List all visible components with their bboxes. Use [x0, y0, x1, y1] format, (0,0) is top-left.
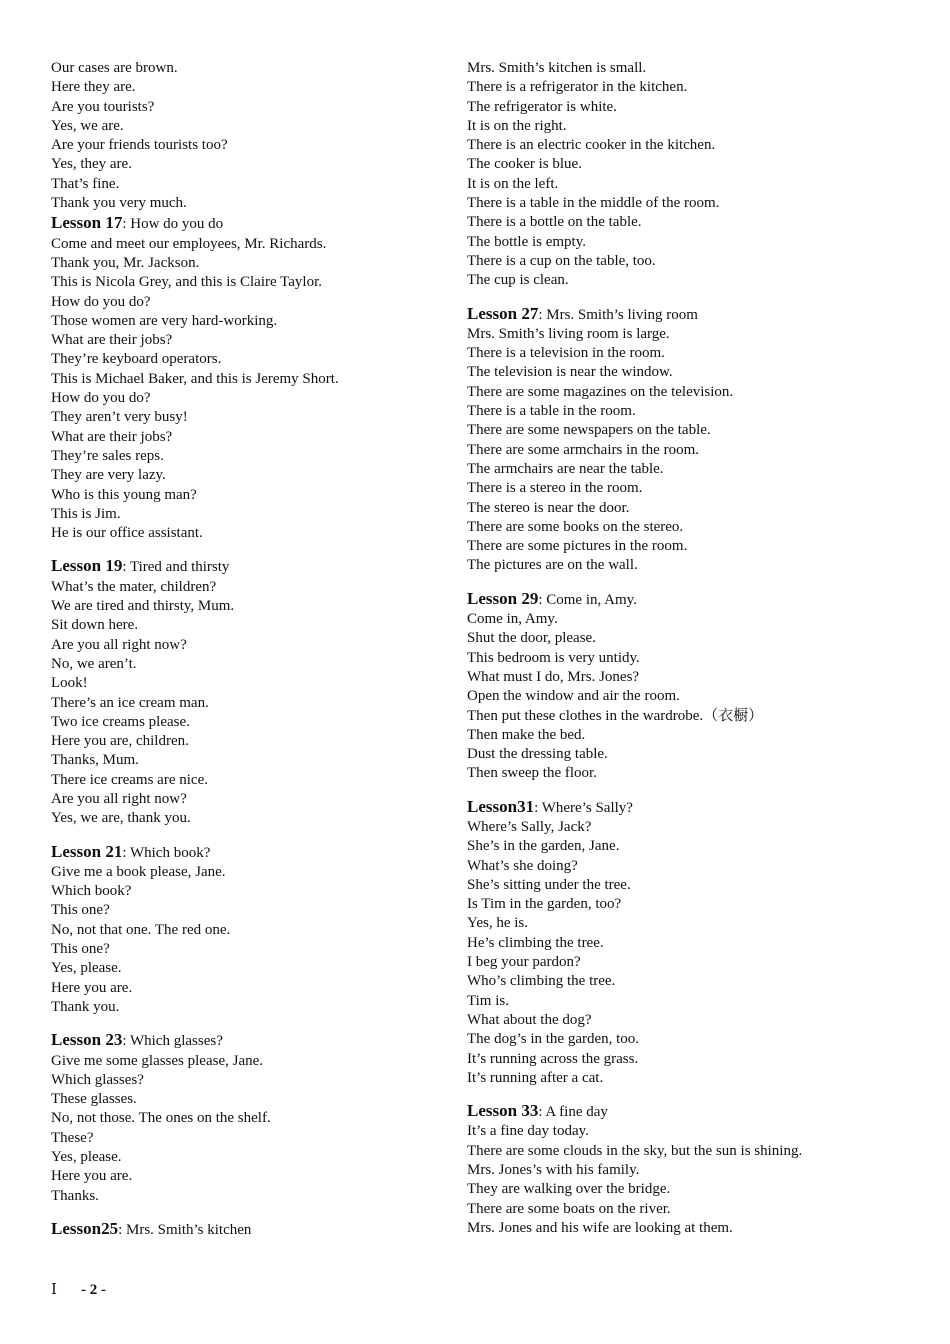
- dialogue-line: These glasses.: [51, 1091, 137, 1108]
- dialogue-line: No, not those. The ones on the shelf.: [51, 1110, 271, 1127]
- lesson-number: Lesson 23: [51, 1030, 123, 1050]
- dialogue-line: Mrs. Jones and his wife are looking at them.: [467, 1219, 733, 1236]
- lesson-heading: [51, 213, 451, 234]
- dialogue-line: Who’s climbing the tree.: [467, 973, 616, 990]
- dialogue-line: The dog’s in the garden, too.: [467, 1031, 640, 1048]
- dialogue-line: Thanks, Mum.: [51, 752, 139, 769]
- dialogue-line: Thank you very much.: [51, 195, 187, 212]
- dialogue-line: It’s running after a cat.: [467, 1069, 604, 1086]
- dialogue-line: This one?: [51, 902, 110, 919]
- dialogue-line: He is our office assistant.: [51, 525, 203, 542]
- lesson-heading: [51, 842, 451, 863]
- dialogue-line: They are walking over the bridge.: [467, 1181, 671, 1198]
- dialogue-line: There are some books on the stereo.: [467, 518, 684, 535]
- dialogue-line: Is Tim in the garden, too?: [467, 896, 622, 913]
- dialogue-line: What’s she doing?: [467, 857, 578, 874]
- lesson-number: Lesson 21: [51, 841, 123, 861]
- dialogue-line: Here you are.: [51, 1168, 133, 1185]
- lesson-number: Lesson 27: [467, 303, 539, 323]
- dialogue-line: These?: [51, 1129, 94, 1146]
- left-column: [51, 59, 451, 1240]
- dialogue-line: Who is this young man?: [51, 486, 197, 503]
- lesson-heading: [467, 304, 907, 325]
- dialogue-line: There are some newspapers on the table.: [467, 422, 711, 439]
- dialogue-line: This is Michael Baker, and this is Jeremy Short.: [51, 370, 339, 387]
- dialogue-line: Yes, please.: [51, 1149, 122, 1166]
- dialogue-line: The bottle is empty.: [467, 233, 587, 250]
- dialogue-line: There are some armchairs in the room.: [467, 441, 699, 458]
- dialogue-line: What about the dog?: [467, 1011, 592, 1028]
- dialogue-line: The television is near the window.: [467, 364, 673, 381]
- dialogue-line: The refrigerator is white.: [467, 98, 617, 115]
- dialogue-line: Are you all right now?: [51, 636, 187, 653]
- dialogue-line: We are tired and thirsty, Mum.: [51, 598, 235, 615]
- right-column: [467, 59, 907, 1238]
- dialogue-line: There are some magazines on the television.: [467, 383, 734, 400]
- dialogue-line: Dust the dressing table.: [467, 746, 608, 763]
- dialogue-line: The stereo is near the door.: [467, 499, 630, 516]
- dialogue-line: The armchairs are near the table.: [467, 460, 664, 477]
- lesson-heading: [51, 556, 451, 577]
- dialogue-line: That’s fine.: [51, 175, 120, 192]
- dialogue-line: There is a stereo in the room.: [467, 480, 643, 497]
- dialogue-line: What’s the mater, children?: [51, 578, 217, 595]
- dialogue-line: There is a bottle on the table.: [467, 214, 642, 231]
- lesson-number: Lesson25: [51, 1218, 119, 1238]
- footer-mark: Ⅰ: [51, 1282, 57, 1298]
- dialogue-line: Are you tourists?: [51, 98, 155, 115]
- dialogue-line: Yes, they are.: [51, 156, 132, 173]
- dialogue-line: There is an electric cooker in the kitchen.: [467, 137, 716, 154]
- dialogue-line: They’re keyboard operators.: [51, 351, 222, 368]
- dialogue-line: Then put these clothes in the wardrobe.（衣橱）: [467, 707, 764, 724]
- dialogue-line: Here you are.: [51, 979, 133, 996]
- dialogue-line: Open the window and air the room.: [467, 688, 680, 705]
- dialogue-line: Mrs. Smith’s kitchen is small.: [467, 60, 647, 76]
- page-number: - 2 -: [81, 1282, 106, 1298]
- dialogue-line: There is a cup on the table, too.: [467, 252, 656, 269]
- dialogue-line: Where’s Sally, Jack?: [467, 818, 592, 835]
- dialogue-line: Here you are, children.: [51, 733, 189, 750]
- dialogue-line: Then make the bed.: [467, 726, 586, 743]
- dialogue-line: No, we aren’t.: [51, 655, 137, 672]
- dialogue-line: Two ice creams please.: [51, 713, 190, 730]
- dialogue-line: There is a table in the middle of the room.: [467, 195, 720, 212]
- dialogue-line: Yes, we are, thank you.: [51, 810, 191, 827]
- dialogue-line: There is a table in the room.: [467, 403, 636, 420]
- dialogue-line: Yes, we are.: [51, 117, 124, 134]
- dialogue-line: This is Jim.: [51, 505, 121, 522]
- lesson-heading: [467, 589, 907, 610]
- dialogue-line: There is a television in the room.: [467, 345, 665, 362]
- dialogue-line: Give me some glasses please, Jane.: [51, 1052, 264, 1069]
- dialogue-line: They are very lazy.: [51, 467, 166, 484]
- dialogue-line: She’s in the garden, Jane.: [467, 838, 620, 855]
- dialogue-line: It’s a fine day today.: [467, 1123, 589, 1140]
- dialogue-line: Here they are.: [51, 79, 136, 96]
- dialogue-line: It is on the right.: [467, 117, 567, 134]
- lesson-title: : How do you do: [122, 216, 224, 233]
- dialogue-line: I beg your pardon?: [467, 954, 581, 971]
- dialogue-line: It is on the left.: [467, 175, 559, 192]
- lesson-number: Lesson 19: [51, 556, 123, 576]
- dialogue-line: Yes, please.: [51, 960, 122, 977]
- dialogue-line: It’s running across the grass.: [467, 1050, 639, 1067]
- lesson-title: : Which glasses?: [122, 1033, 223, 1050]
- dialogue-line: Those women are very hard-working.: [51, 312, 278, 329]
- lesson-title: : Tired and thirsty: [122, 559, 230, 576]
- dialogue-line: Come in, Amy.: [467, 611, 558, 628]
- dialogue-line: There is a refrigerator in the kitchen.: [467, 79, 688, 96]
- lesson-heading: [51, 1030, 451, 1051]
- dialogue-line: This one?: [51, 941, 110, 958]
- dialogue-line: Our cases are brown.: [51, 60, 178, 76]
- lesson-title: : Mrs. Smith’s living room: [538, 306, 698, 323]
- lesson-number: Lesson 17: [51, 213, 123, 233]
- dialogue-line: There ice creams are nice.: [51, 771, 208, 788]
- dialogue-line: No, not that one. The red one.: [51, 921, 231, 938]
- dialogue-line: This bedroom is very untidy.: [467, 649, 640, 666]
- dialogue-line: There are some boats on the river.: [467, 1200, 671, 1217]
- lesson-heading: [467, 1101, 907, 1122]
- dialogue-line: The pictures are on the wall.: [467, 557, 638, 574]
- page-footer: [51, 1280, 106, 1299]
- dialogue-line: He’s climbing the tree.: [467, 934, 604, 951]
- lesson-number: Lesson 29: [467, 588, 539, 608]
- dialogue-line: There are some clouds in the sky, but the sun is shining.: [467, 1142, 803, 1159]
- lesson-title: : Which book?: [122, 844, 211, 861]
- dialogue-line: How do you do?: [51, 390, 151, 407]
- dialogue-line: How do you do?: [51, 293, 151, 310]
- lesson-title: : Where’s Sally?: [534, 799, 633, 816]
- lesson-title: : Come in, Amy.: [538, 591, 637, 608]
- dialogue-line: The cup is clean.: [467, 272, 569, 289]
- dialogue-line: They aren’t very busy!: [51, 409, 188, 426]
- dialogue-line: What are their jobs?: [51, 428, 173, 445]
- dialogue-line: Look!: [51, 675, 88, 692]
- dialogue-line: Yes, he is.: [467, 915, 528, 932]
- dialogue-line: Give me a book please, Jane.: [51, 863, 226, 880]
- dialogue-line: This is Nicola Grey, and this is Claire Taylor.: [51, 274, 322, 291]
- lesson-number: Lesson 33: [467, 1101, 539, 1121]
- lesson-title: : A fine day: [538, 1104, 608, 1121]
- dialogue-line: She’s sitting under the tree.: [467, 876, 631, 893]
- dialogue-line: Mrs. Jones’s with his family.: [467, 1162, 640, 1179]
- dialogue-line: There’s an ice cream man.: [51, 694, 209, 711]
- dialogue-line: Which book?: [51, 883, 132, 900]
- dialogue-line: Sit down here.: [51, 617, 139, 634]
- lesson-number: Lesson31: [467, 796, 535, 816]
- dialogue-line: Are you all right now?: [51, 790, 187, 807]
- dialogue-line: Then sweep the floor.: [467, 765, 597, 782]
- dialogue-line: Are your friends tourists too?: [51, 137, 228, 154]
- dialogue-line: What must I do, Mrs. Jones?: [467, 668, 640, 685]
- dialogue-line: Thank you.: [51, 998, 120, 1015]
- dialogue-line: They’re sales reps.: [51, 447, 164, 464]
- dialogue-line: Mrs. Smith’s living room is large.: [467, 325, 670, 342]
- dialogue-line: Thank you, Mr. Jackson.: [51, 254, 200, 271]
- dialogue-line: The cooker is blue.: [467, 156, 582, 173]
- dialogue-line: Thanks.: [51, 1187, 99, 1204]
- dialogue-line: Shut the door, please.: [467, 630, 596, 647]
- lesson-title: : Mrs. Smith’s kitchen: [118, 1221, 252, 1238]
- dialogue-line: Which glasses?: [51, 1071, 144, 1088]
- dialogue-line: What are their jobs?: [51, 332, 173, 349]
- lesson-heading: [467, 797, 907, 818]
- dialogue-line: Tim is.: [467, 992, 509, 1009]
- dialogue-line: Come and meet our employees, Mr. Richards.: [51, 235, 327, 252]
- lesson-heading: [51, 1219, 451, 1240]
- dialogue-line: There are some pictures in the room.: [467, 538, 688, 555]
